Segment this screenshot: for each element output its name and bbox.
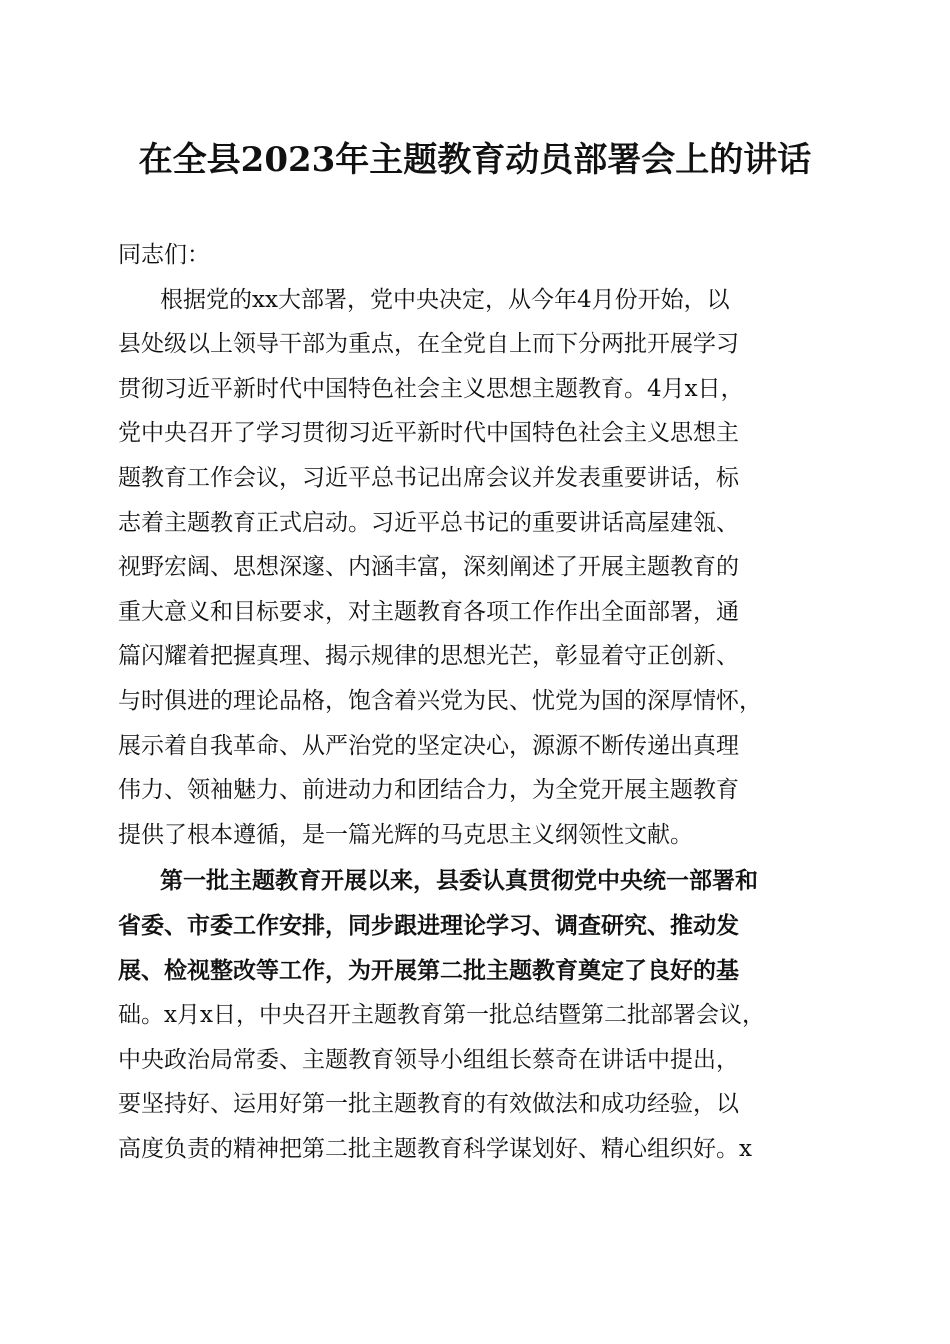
paragraph-line: 省委、市委工作安排，同步跟进理论学习、调查研究、推动发 — [118, 911, 739, 939]
paragraph-line: 高度负责的精神把第二批主题教育科学谋划好、精心组织好。x — [118, 1135, 752, 1162]
paragraph-line: 县处级以上领导干部为重点，在全党自上而下分两批开展学习 — [118, 331, 739, 358]
paragraph-line: 提供了根本遵循，是一篇光辉的马克思主义纲领性文献。 — [118, 821, 693, 848]
document-body — [118, 233, 838, 1171]
paragraph-line: 题教育工作会议，习近平总书记出席会议并发表重要讲话，标 — [118, 464, 739, 491]
paragraph-line: 贯彻习近平新时代中国特色社会主义思想主题教育。4月x日， — [118, 375, 744, 402]
paragraph-2 — [118, 859, 838, 1171]
paragraph-1 — [118, 278, 838, 858]
paragraph-line: 要坚持好、运用好第一批主题教育的有效做法和成功经验，以 — [118, 1091, 739, 1118]
paragraph-line: 根据党的xx大部署，党中央决定，从今年4月份开始，以 — [160, 286, 730, 313]
paragraph-line: 础。x月x日，中央召开主题教育第一批总结暨第二批部署会议， — [118, 1002, 765, 1029]
paragraph-line: 展、检视整改等工作，为开展第二批主题教育奠定了良好的基 — [118, 956, 739, 984]
paragraph-line: 志着主题教育正式启动。习近平总书记的重要讲话高屋建瓴、 — [118, 509, 739, 536]
salutation: 同志们： — [118, 242, 210, 268]
paragraph-line: 篇闪耀着把握真理、揭示规律的思想光芒，彰显着守正创新、 — [118, 643, 739, 670]
paragraph-line: 党中央召开了学习贯彻习近平新时代中国特色社会主义思想主 — [118, 420, 739, 447]
paragraph-line: 伟力、领袖魅力、前进动力和团结合力，为全党开展主题教育 — [118, 777, 739, 804]
paragraph-line: 中央政治局常委、主题教育领导小组组长蔡奇在讲话中提出， — [118, 1046, 739, 1073]
paragraph-line: 视野宏阔、思想深邃、内涵丰富，深刻阐述了开展主题教育的 — [118, 554, 739, 581]
paragraph-line: 第一批主题教育开展以来，县委认真贯彻党中央统一部署和 — [160, 867, 758, 895]
paragraph-line: 展示着自我革命、从严治党的坚定决心，源源不断传递出真理 — [118, 732, 739, 759]
paragraph-line: 重大意义和目标要求，对主题教育各项工作作出全面部署，通 — [118, 598, 739, 625]
paragraph-line: 与时俱进的理论品格，饱含着兴党为民、忧党为国的深厚情怀， — [118, 687, 762, 714]
document-title: 在全县2023年主题教育动员部署会上的讲话 — [138, 140, 812, 180]
